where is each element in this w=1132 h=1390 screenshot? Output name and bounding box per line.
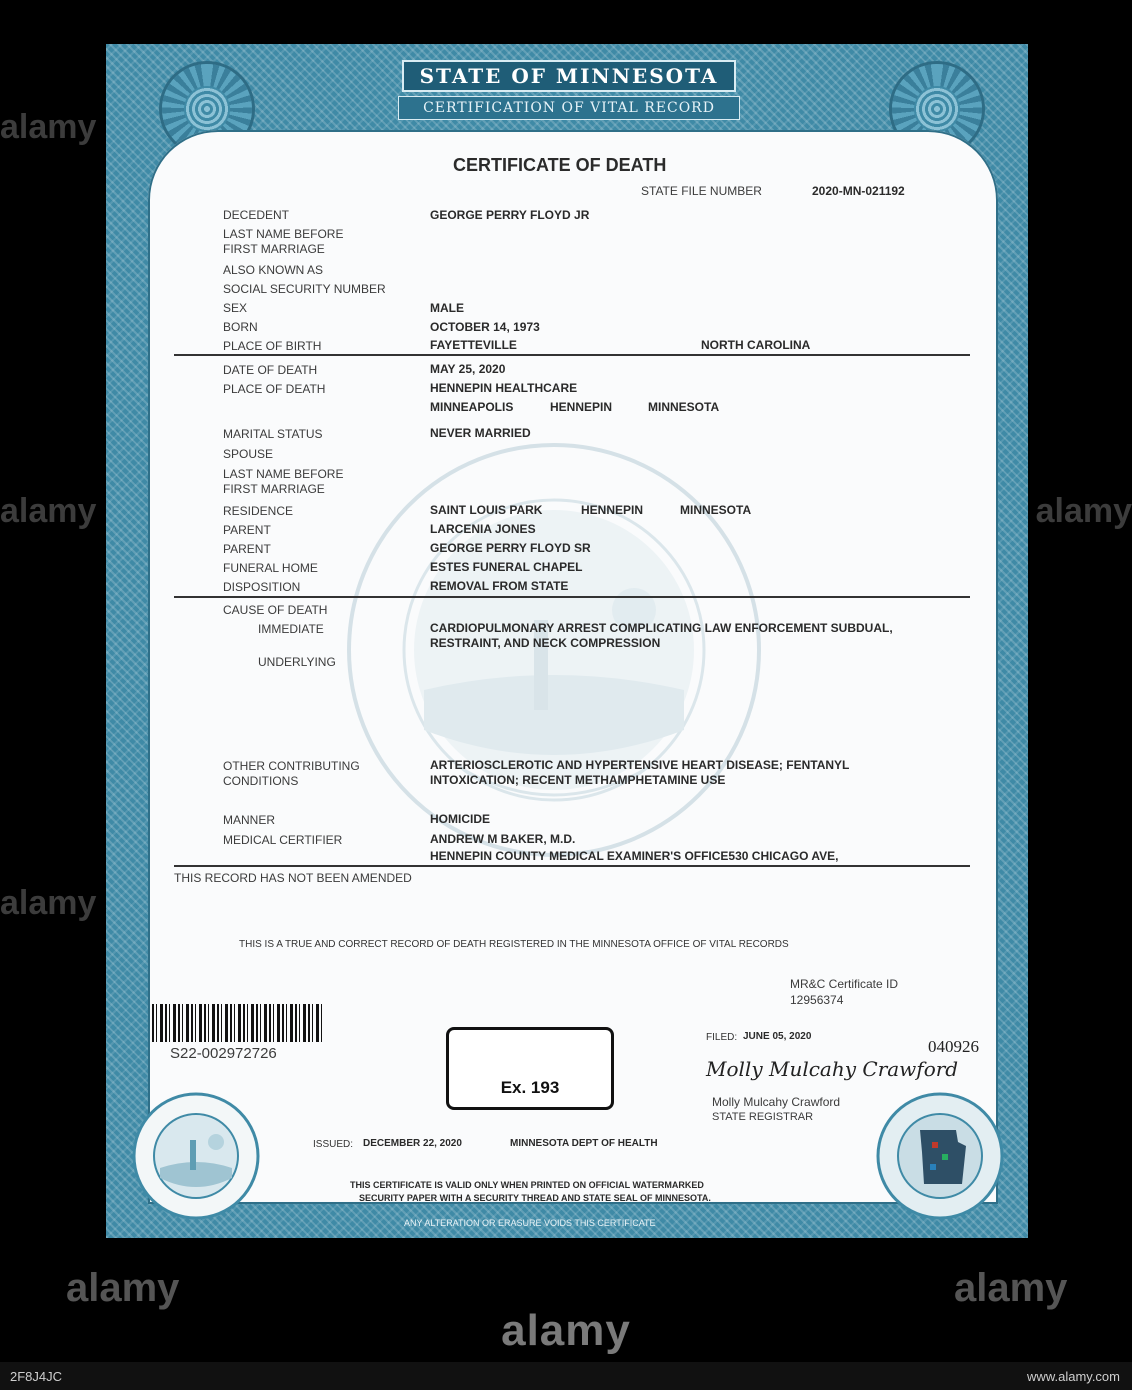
decedent-label: DECEDENT	[223, 208, 290, 222]
immediate-line-1: CARDIOPULMONARY ARREST COMPLICATING LAW ENFORCEMENT SUBDUAL,	[430, 621, 893, 635]
section-rule-1	[174, 354, 970, 356]
pod-state: MINNESOTA	[648, 400, 720, 414]
birth-state: NORTH CAROLINA	[701, 338, 811, 352]
residence-city: SAINT LOUIS PARK	[430, 503, 543, 517]
certificate-title: CERTIFICATE OF DEATH	[453, 155, 667, 175]
state-banner	[396, 60, 742, 126]
exhibit-label: Ex. 193	[500, 1078, 560, 1097]
state-name: STATE OF MINNESOTA	[402, 60, 736, 92]
certifier-office: HENNEPIN COUNTY MEDICAL EXAMINER'S OFFICE530 CHICAGO AVE,	[430, 849, 839, 863]
barcode	[152, 1004, 322, 1042]
dod-value: MAY 25, 2020	[430, 362, 506, 376]
mrc-label: MR&C Certificate ID	[790, 977, 899, 991]
other-label-2: CONDITIONS	[223, 774, 299, 788]
parent1-label: PARENT	[223, 523, 271, 537]
alteration-warning: ANY ALTERATION OR ERASURE VOIDS THIS CERTIFICATE	[404, 1218, 656, 1228]
stock-url: www.alamy.com	[1027, 1369, 1120, 1384]
disposition-value: REMOVAL FROM STATE	[430, 579, 569, 593]
born-value: OCTOBER 14, 1973	[430, 320, 540, 334]
dod-label: DATE OF DEATH	[223, 363, 318, 377]
great-seal-small	[132, 1092, 260, 1220]
amended-note: THIS RECORD HAS NOT BEEN AMENDED	[174, 871, 412, 885]
decedent-name: GEORGE PERRY FLOYD JR	[430, 208, 590, 222]
mrc-id: 12956374	[790, 993, 844, 1007]
watermark-bottom-right: alamy	[954, 1266, 1068, 1310]
state-file-number: 2020-MN-021192	[812, 184, 905, 198]
certifier-label: MEDICAL CERTIFIER	[223, 833, 343, 847]
marital-label: MARITAL STATUS	[223, 427, 323, 441]
marital-value: NEVER MARRIED	[430, 426, 531, 440]
other-line-2: INTOXICATION; RECENT METHAMPHETAMINE USE	[430, 773, 726, 787]
death-certificate	[106, 44, 1028, 1238]
spouse-label: SPOUSE	[223, 447, 274, 461]
certification-subtitle: CERTIFICATION OF VITAL RECORD	[398, 96, 740, 120]
registrar-signature: Molly Mulcahy Crawford	[706, 1057, 959, 1081]
manner-value: HOMICIDE	[430, 812, 490, 826]
validity-line-1: THIS CERTIFICATE IS VALID ONLY WHEN PRINTED ON OFFICIAL WATERMARKED	[350, 1180, 704, 1190]
alamy-logo: alamy	[501, 1306, 631, 1355]
registrar-title: STATE REGISTRAR	[712, 1111, 814, 1123]
pod-label: PLACE OF DEATH	[223, 382, 326, 396]
sex-label: SEX	[223, 301, 248, 315]
validity-line-2: SECURITY PAPER WITH A SECURITY THREAD AND STATE SEAL OF MINNESOTA.	[359, 1193, 711, 1203]
pod-county: HENNEPIN	[550, 400, 613, 414]
cause-label: CAUSE OF DEATH	[223, 603, 328, 617]
filed-label: FILED:	[706, 1032, 738, 1043]
section-rule-2	[174, 596, 970, 598]
born-label: BORN	[223, 320, 258, 334]
watermark-side-left-top: alamy	[0, 108, 97, 146]
watermark-side-left-low: alamy	[0, 884, 97, 922]
disposition-label: DISPOSITION	[223, 580, 301, 594]
birth-city: FAYETTEVILLE	[430, 338, 517, 352]
residence-state: MINNESOTA	[680, 503, 752, 517]
residence-label: RESIDENCE	[223, 504, 294, 518]
registrar-name: Molly Mulcahy Crawford	[712, 1095, 841, 1109]
parent1-value: LARCENIA JONES	[430, 522, 536, 536]
section-rule-3	[174, 865, 970, 867]
ssn-label: SOCIAL SECURITY NUMBER	[223, 282, 386, 296]
certifier-value: ANDREW M BAKER, M.D.	[430, 832, 576, 846]
spouse-last-label-2: FIRST MARRIAGE	[223, 482, 325, 496]
parent2-value: GEORGE PERRY FLOYD SR	[430, 541, 591, 555]
issued-label: ISSUED:	[313, 1139, 354, 1150]
true-record-note: THIS IS A TRUE AND CORRECT RECORD OF DEATH REGISTERED IN THE MINNESOTA OFFICE OF VITAL RECORDS	[239, 939, 789, 950]
underlying-label: UNDERLYING	[258, 655, 336, 669]
other-label-1: OTHER CONTRIBUTING	[223, 759, 360, 773]
last-name-label-2: FIRST MARRIAGE	[223, 242, 325, 256]
state-file-number-label: STATE FILE NUMBER	[641, 184, 762, 198]
funeral-value: ESTES FUNERAL CHAPEL	[430, 560, 583, 574]
sex-value: MALE	[430, 301, 464, 315]
immediate-label: IMMEDIATE	[258, 622, 324, 636]
issuing-department: MINNESOTA DEPT OF HEALTH	[510, 1138, 658, 1149]
stock-info-bar	[0, 1362, 1132, 1390]
spouse-last-label-1: LAST NAME BEFORE	[223, 467, 344, 481]
stock-image-id: 2F8J4JC	[10, 1369, 63, 1384]
residence-county: HENNEPIN	[581, 503, 644, 517]
issued-date: DECEMBER 22, 2020	[363, 1138, 462, 1149]
exhibit-sticker	[446, 1027, 614, 1110]
pod-city: MINNEAPOLIS	[430, 400, 514, 414]
manner-label: MANNER	[223, 813, 276, 827]
filed-date: JUNE 05, 2020	[743, 1031, 812, 1042]
immediate-line-2: RESTRAINT, AND NECK COMPRESSION	[430, 636, 661, 650]
barcode-number: S22-002972726	[170, 1045, 277, 1062]
serial-number: 040926	[928, 1037, 979, 1056]
last-name-label-1: LAST NAME BEFORE	[223, 227, 344, 241]
aka-label: ALSO KNOWN AS	[223, 263, 324, 277]
birthplace-label: PLACE OF BIRTH	[223, 339, 322, 353]
watermark-side-right-mid: alamy	[1035, 492, 1132, 530]
pod-value: HENNEPIN HEALTHCARE	[430, 381, 578, 395]
funeral-label: FUNERAL HOME	[223, 561, 318, 575]
other-line-1: ARTERIOSCLEROTIC AND HYPERTENSIVE HEART DISEASE; FENTANYL	[430, 758, 850, 772]
watermark-side-left-mid: alamy	[0, 492, 97, 530]
parent2-label: PARENT	[223, 542, 271, 556]
minnesota-state-seal	[876, 1092, 1004, 1220]
watermark-bottom-left: alamy	[66, 1266, 180, 1310]
